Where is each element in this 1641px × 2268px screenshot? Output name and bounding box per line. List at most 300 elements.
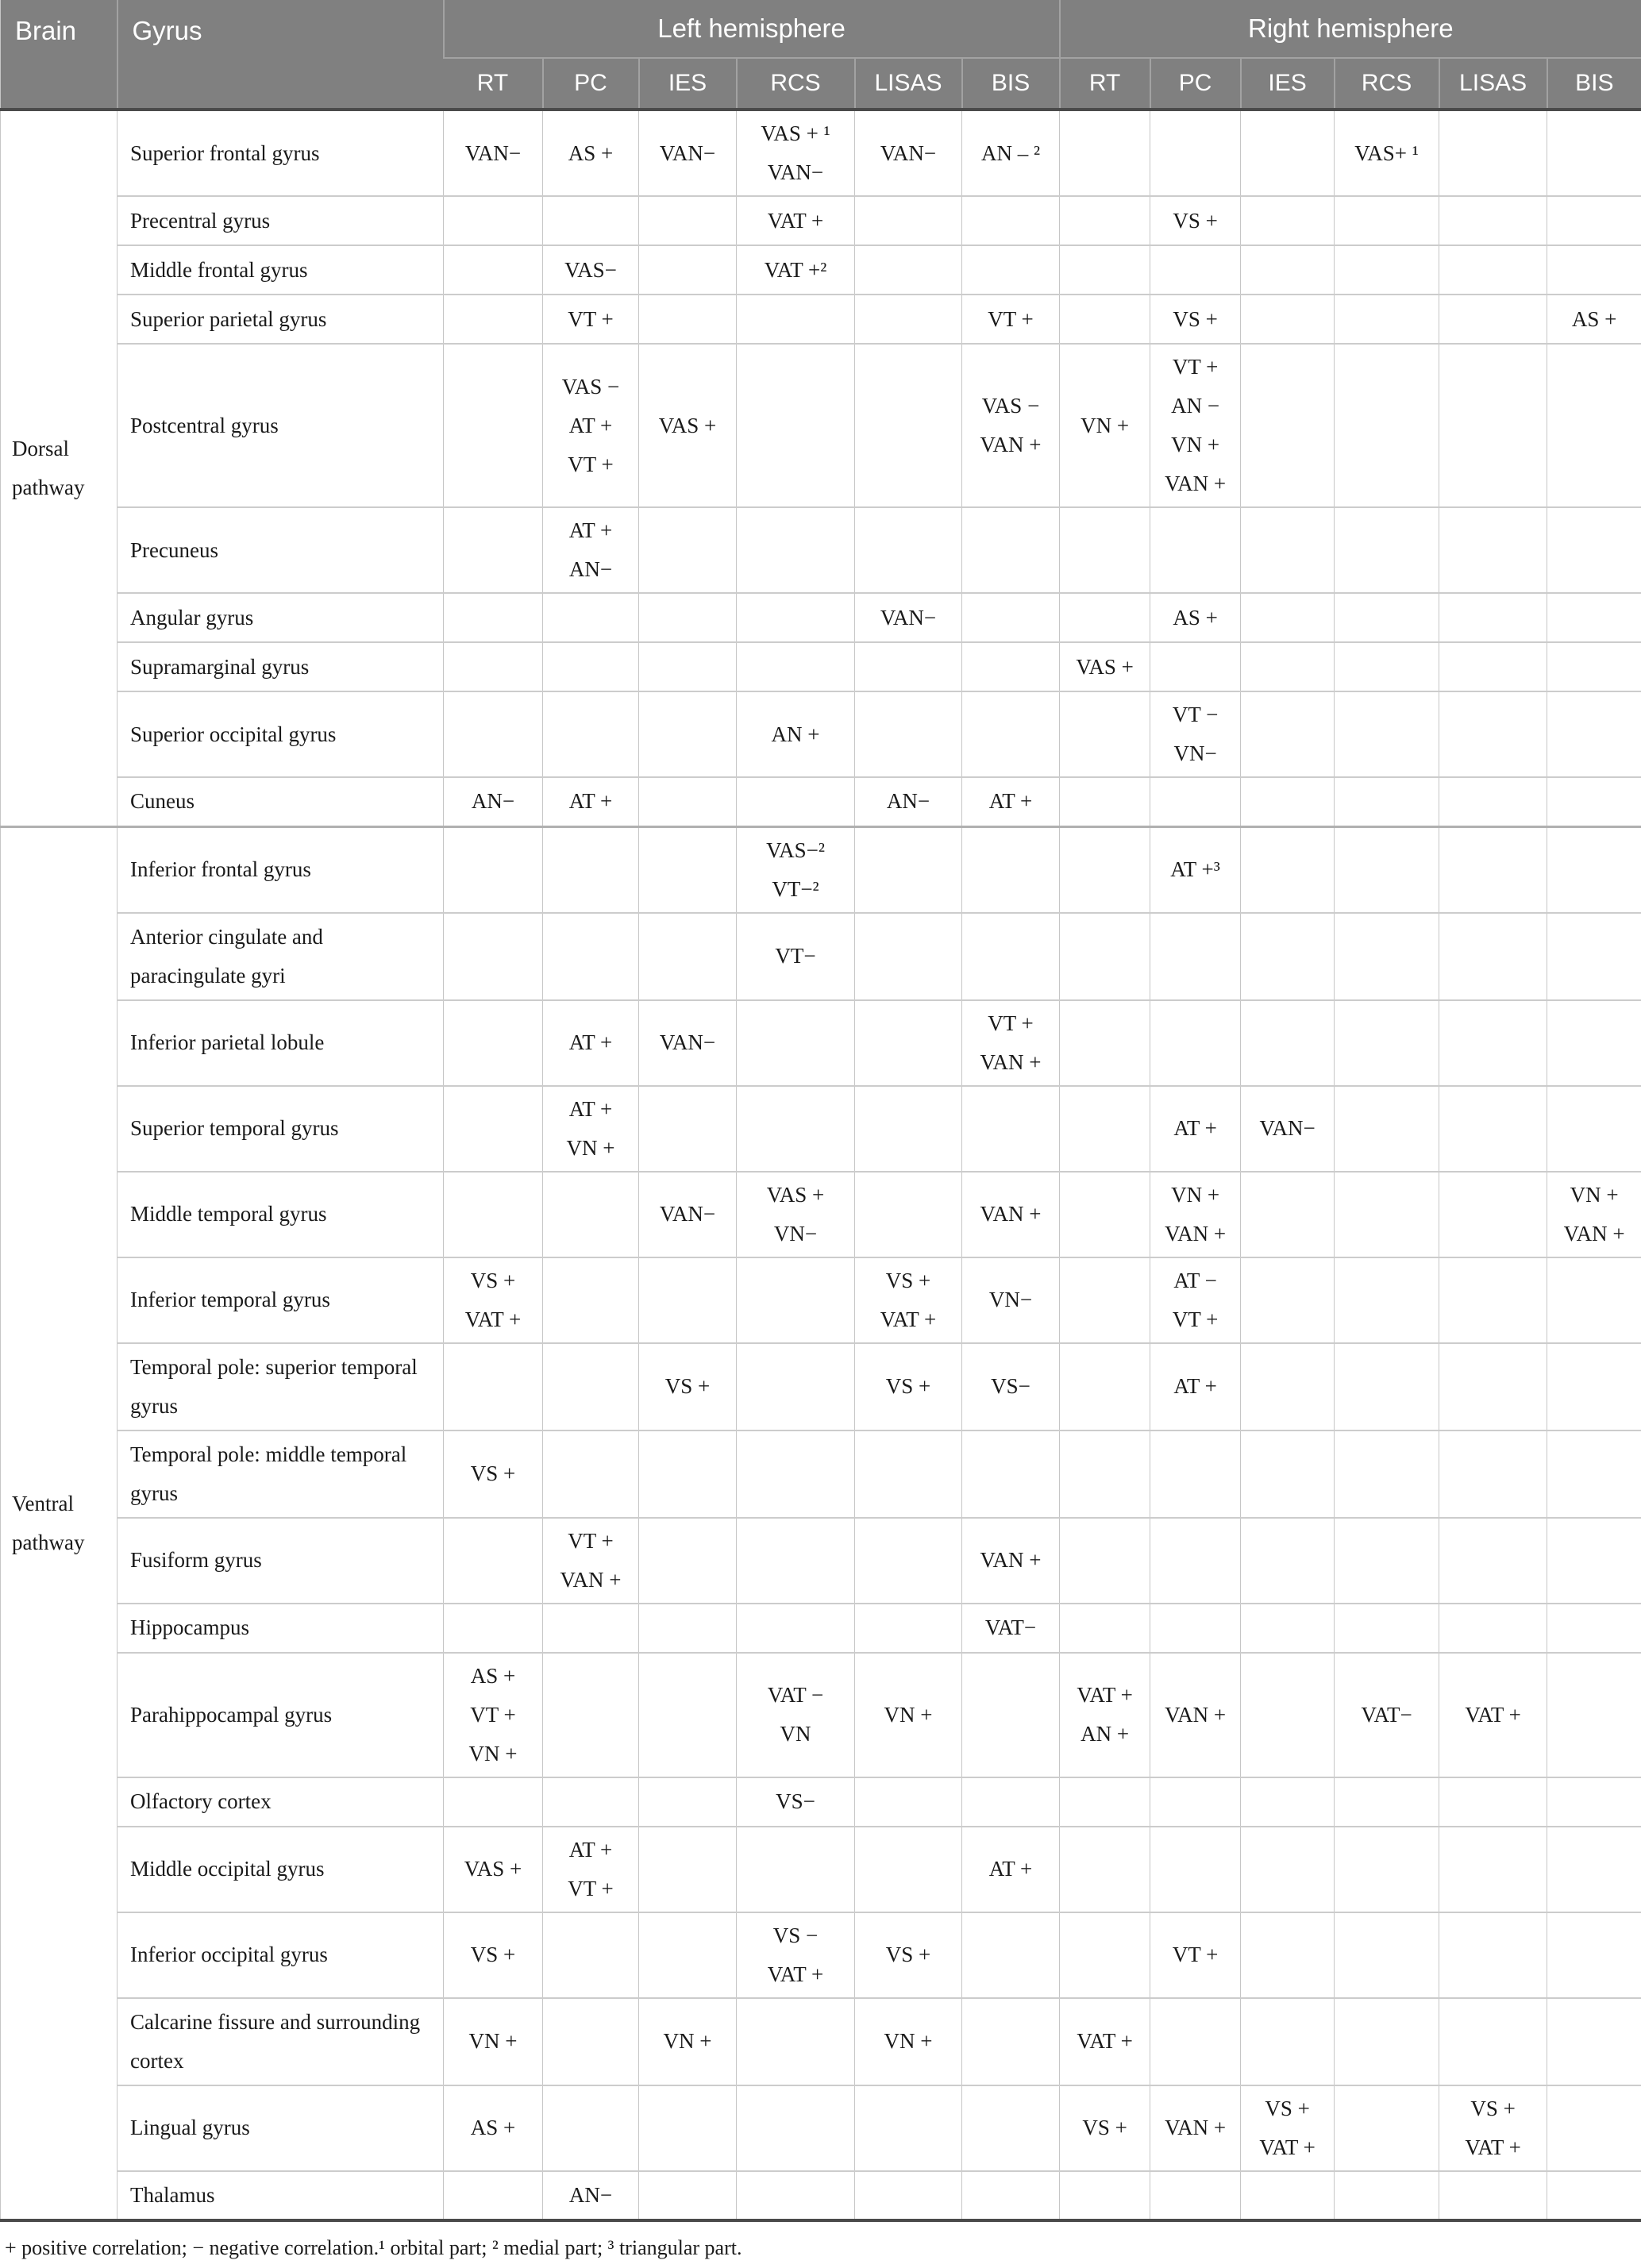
value-cell — [1060, 1172, 1150, 1257]
value-cell — [1150, 1998, 1241, 2085]
value-cell — [1335, 826, 1439, 913]
brain-column-header: Brain — [1, 0, 117, 110]
value-cell — [543, 1518, 639, 1604]
value-line: VAN + — [964, 1043, 1057, 1082]
value-cell — [1060, 691, 1150, 777]
value-cell — [737, 642, 855, 691]
gyrus-label: Cuneus — [117, 777, 444, 826]
value-cell — [639, 1827, 737, 1912]
value-cell — [444, 507, 543, 593]
measure-column-header: IES — [1241, 58, 1335, 110]
value-cell — [543, 196, 639, 245]
value-cell — [1335, 642, 1439, 691]
header-row-groups — [1, 0, 1641, 58]
value-cell — [1150, 777, 1241, 826]
value-line: AT + — [545, 782, 637, 821]
measure-column-header: BIS — [1547, 58, 1641, 110]
value-cell — [962, 913, 1060, 1000]
value-cell — [855, 110, 962, 196]
value-cell — [1547, 1827, 1641, 1912]
value-line: VAN− — [641, 1023, 734, 1062]
value-cell — [737, 1000, 855, 1086]
value-cell — [737, 1086, 855, 1172]
value-cell — [1060, 196, 1150, 245]
value-cell — [444, 1430, 543, 1518]
value-cell — [444, 196, 543, 245]
value-cell — [855, 295, 962, 344]
value-cell — [639, 196, 737, 245]
value-cell — [855, 2171, 962, 2220]
value-cell — [543, 1604, 639, 1653]
value-line: VAT + — [1441, 1696, 1545, 1735]
value-cell — [1547, 642, 1641, 691]
value-cell — [543, 2085, 639, 2171]
value-line: AN− — [445, 782, 541, 821]
value-line: VN + — [1152, 425, 1238, 464]
value-cell — [1060, 295, 1150, 344]
gyrus-label: Thalamus — [117, 2171, 444, 2220]
value-cell — [1150, 642, 1241, 691]
value-cell — [1060, 245, 1150, 295]
value-cell — [1547, 1343, 1641, 1430]
table-row — [1, 507, 1641, 593]
value-cell — [1060, 1086, 1150, 1172]
value-cell — [543, 2171, 639, 2220]
value-cell — [1335, 110, 1439, 196]
gyrus-label: Precuneus — [117, 507, 444, 593]
value-cell — [1547, 1257, 1641, 1343]
value-cell — [962, 196, 1060, 245]
table-row — [1, 1257, 1641, 1343]
value-cell — [737, 110, 855, 196]
value-cell — [639, 344, 737, 507]
table-row — [1, 1086, 1641, 1172]
value-cell — [639, 1777, 737, 1827]
hemisphere-group-header-left: Left hemisphere — [444, 0, 1060, 58]
value-cell — [639, 777, 737, 826]
value-line: VAN− — [641, 134, 734, 173]
value-cell — [1439, 196, 1547, 245]
value-cell — [444, 344, 543, 507]
value-cell — [737, 1653, 855, 1777]
measure-column-header: PC — [543, 58, 639, 110]
measure-column-header: BIS — [962, 58, 1060, 110]
gyrus-label: Inferior parietal lobule — [117, 1000, 444, 1086]
value-cell — [1150, 1653, 1241, 1777]
value-cell — [1150, 110, 1241, 196]
value-cell — [1439, 593, 1547, 642]
value-line: VAS − — [545, 368, 637, 406]
value-cell — [444, 110, 543, 196]
value-cell — [444, 1777, 543, 1827]
value-cell — [962, 1257, 1060, 1343]
value-cell — [855, 507, 962, 593]
value-line: VN + — [1152, 1176, 1238, 1215]
measure-column-header: PC — [1150, 58, 1241, 110]
gyrus-label: Middle temporal gyrus — [117, 1172, 444, 1257]
value-cell — [1335, 2085, 1439, 2171]
value-line: VAN + — [1549, 1215, 1639, 1253]
value-line: VAT− — [1336, 1696, 1437, 1735]
gyrus-label: Angular gyrus — [117, 593, 444, 642]
value-cell — [1547, 245, 1641, 295]
value-cell — [1547, 1430, 1641, 1518]
value-cell — [1060, 1430, 1150, 1518]
value-line: VAT + — [1061, 2022, 1148, 2061]
value-line: AN − — [1152, 387, 1238, 425]
value-line: VAT − — [738, 1676, 853, 1715]
value-line: VT + — [445, 1696, 541, 1735]
value-cell — [1241, 826, 1335, 913]
value-cell — [1439, 1086, 1547, 1172]
table-row — [1, 691, 1641, 777]
value-cell — [1547, 1653, 1641, 1777]
value-cell — [543, 1086, 639, 1172]
value-line: VS + — [1061, 2108, 1148, 2147]
value-cell — [639, 245, 737, 295]
table-row — [1, 593, 1641, 642]
value-cell — [855, 1430, 962, 1518]
value-line: VN + — [641, 2022, 734, 2061]
value-cell — [855, 2085, 962, 2171]
value-line: VAS + — [1061, 648, 1148, 687]
value-cell — [1547, 777, 1641, 826]
value-line: VN + — [545, 1129, 637, 1168]
value-cell — [1150, 507, 1241, 593]
value-cell — [855, 593, 962, 642]
value-cell — [639, 1518, 737, 1604]
value-cell — [962, 1604, 1060, 1653]
value-cell — [639, 507, 737, 593]
value-cell — [1547, 507, 1641, 593]
value-cell — [444, 1343, 543, 1430]
value-cell — [1547, 913, 1641, 1000]
value-cell — [1150, 1518, 1241, 1604]
value-cell — [737, 1912, 855, 1998]
value-cell — [1150, 1912, 1241, 1998]
value-cell — [1547, 1604, 1641, 1653]
value-cell — [1547, 1086, 1641, 1172]
table-row — [1, 1827, 1641, 1912]
value-cell — [543, 1653, 639, 1777]
value-cell — [962, 344, 1060, 507]
value-cell — [1547, 826, 1641, 913]
value-cell — [1547, 2085, 1641, 2171]
value-cell — [543, 1000, 639, 1086]
value-cell — [1241, 295, 1335, 344]
value-cell — [1439, 507, 1547, 593]
value-cell — [737, 1430, 855, 1518]
value-line: VAS+ ¹ — [1336, 134, 1437, 173]
value-cell — [962, 295, 1060, 344]
value-cell — [1335, 593, 1439, 642]
value-line: VS + — [1152, 300, 1238, 339]
table-row — [1, 1172, 1641, 1257]
value-cell — [1335, 295, 1439, 344]
value-cell — [737, 245, 855, 295]
value-line: VAS + — [738, 1176, 853, 1215]
value-cell — [737, 1172, 855, 1257]
hemisphere-group-header-right: Right hemisphere — [1060, 0, 1641, 58]
value-cell — [543, 1343, 639, 1430]
value-cell — [855, 777, 962, 826]
value-cell — [1335, 777, 1439, 826]
value-cell — [1060, 777, 1150, 826]
value-cell — [1241, 1518, 1335, 1604]
gyrus-label: Fusiform gyrus — [117, 1518, 444, 1604]
value-cell — [1060, 1343, 1150, 1430]
value-cell — [1335, 1653, 1439, 1777]
value-cell — [1547, 110, 1641, 196]
value-cell — [1150, 2171, 1241, 2220]
value-cell — [444, 1653, 543, 1777]
value-cell — [1439, 691, 1547, 777]
value-cell — [1335, 1000, 1439, 1086]
value-cell — [1241, 642, 1335, 691]
value-line: AN− — [545, 2176, 637, 2215]
value-cell — [1241, 1430, 1335, 1518]
value-cell — [444, 913, 543, 1000]
value-cell — [1150, 691, 1241, 777]
value-cell — [639, 1912, 737, 1998]
value-cell — [639, 1998, 737, 2085]
value-cell — [1150, 2085, 1241, 2171]
value-line: AS + — [445, 1657, 541, 1696]
value-line: AT + — [964, 782, 1057, 821]
value-cell — [855, 245, 962, 295]
value-cell — [444, 1604, 543, 1653]
value-line: AT + — [545, 511, 637, 550]
value-cell — [1060, 593, 1150, 642]
measure-column-header: RCS — [1335, 58, 1439, 110]
value-cell — [444, 777, 543, 826]
table-row — [1, 1777, 1641, 1827]
value-cell — [1150, 913, 1241, 1000]
value-line: VAT + — [857, 1300, 960, 1339]
value-line: AT + — [545, 1831, 637, 1869]
value-cell — [543, 642, 639, 691]
value-cell — [1241, 110, 1335, 196]
value-cell — [737, 691, 855, 777]
value-cell — [444, 593, 543, 642]
value-cell — [444, 642, 543, 691]
value-line: VAN + — [1152, 464, 1238, 503]
value-cell — [1335, 196, 1439, 245]
value-cell — [639, 1604, 737, 1653]
value-line: AN – ² — [964, 134, 1057, 173]
value-cell — [543, 344, 639, 507]
value-cell — [543, 1827, 639, 1912]
value-line: VN + — [857, 2022, 960, 2061]
value-line: VAN− — [857, 134, 960, 173]
table-row — [1, 196, 1641, 245]
value-cell — [962, 1912, 1060, 1998]
value-cell — [1060, 1912, 1150, 1998]
value-cell — [855, 913, 962, 1000]
value-line: VAN− — [445, 134, 541, 173]
table-row — [1, 1430, 1641, 1518]
value-cell — [1241, 777, 1335, 826]
value-cell — [1335, 344, 1439, 507]
value-cell — [444, 691, 543, 777]
value-cell — [543, 826, 639, 913]
value-cell — [962, 691, 1060, 777]
value-cell — [444, 1000, 543, 1086]
value-cell — [639, 1000, 737, 1086]
table-row — [1, 1604, 1641, 1653]
value-cell — [1150, 295, 1241, 344]
value-cell — [737, 1777, 855, 1827]
table-row — [1, 913, 1641, 1000]
gyrus-label: Temporal pole: superior temporal gyrus — [117, 1343, 444, 1430]
gyrus-label: Inferior frontal gyrus — [117, 826, 444, 913]
value-cell — [855, 1000, 962, 1086]
value-cell — [962, 593, 1060, 642]
value-cell — [1439, 295, 1547, 344]
value-cell — [1547, 1912, 1641, 1998]
value-cell — [1241, 691, 1335, 777]
value-cell — [737, 1604, 855, 1653]
table-row — [1, 245, 1641, 295]
value-cell — [543, 1172, 639, 1257]
value-line: VN + — [445, 2022, 541, 2061]
value-cell — [1150, 1343, 1241, 1430]
value-line: VT− — [738, 937, 853, 976]
value-cell — [1335, 1604, 1439, 1653]
value-cell — [1547, 344, 1641, 507]
value-cell — [1241, 1000, 1335, 1086]
value-cell — [962, 1827, 1060, 1912]
value-line: AT + — [1152, 1109, 1238, 1148]
value-line: VT−² — [738, 870, 853, 909]
value-line: VAS + — [641, 406, 734, 445]
value-cell — [639, 1430, 737, 1518]
value-line: AT − — [1152, 1261, 1238, 1300]
value-cell — [444, 1912, 543, 1998]
value-cell — [543, 777, 639, 826]
value-cell — [444, 1827, 543, 1912]
value-cell — [1547, 1777, 1641, 1827]
value-cell — [1150, 593, 1241, 642]
value-cell — [543, 1912, 639, 1998]
value-line: AS + — [445, 2108, 541, 2147]
value-cell — [1335, 691, 1439, 777]
value-cell — [1241, 1912, 1335, 1998]
value-cell — [639, 2171, 737, 2220]
value-cell — [1439, 826, 1547, 913]
value-cell — [1439, 110, 1547, 196]
value-cell — [1241, 1998, 1335, 2085]
value-cell — [737, 2171, 855, 2220]
gyrus-label: Inferior temporal gyrus — [117, 1257, 444, 1343]
value-cell — [1060, 826, 1150, 913]
value-line: VS + — [641, 1367, 734, 1406]
gyrus-label: Calcarine fissure and surrounding cortex — [117, 1998, 444, 2085]
table-row — [1, 642, 1641, 691]
gyrus-label: Supramarginal gyrus — [117, 642, 444, 691]
value-cell — [1060, 344, 1150, 507]
value-cell — [855, 1998, 962, 2085]
value-cell — [1241, 913, 1335, 1000]
value-line: AS + — [545, 134, 637, 173]
value-cell — [1439, 2085, 1547, 2171]
value-cell — [1241, 1257, 1335, 1343]
table-row — [1, 295, 1641, 344]
gyrus-label: Temporal pole: middle temporal gyrus — [117, 1430, 444, 1518]
value-cell — [1547, 1000, 1641, 1086]
value-cell — [1060, 1827, 1150, 1912]
value-cell — [962, 1998, 1060, 2085]
value-cell — [543, 1430, 639, 1518]
value-cell — [1439, 1998, 1547, 2085]
value-line: VAN + — [1152, 1696, 1238, 1735]
value-cell — [639, 1172, 737, 1257]
value-line: VS− — [738, 1782, 853, 1821]
value-line: AN + — [738, 715, 853, 754]
value-cell — [1439, 1000, 1547, 1086]
value-cell — [1060, 1998, 1150, 2085]
value-cell — [737, 1827, 855, 1912]
value-cell — [1060, 1257, 1150, 1343]
value-line: AS + — [1152, 599, 1238, 637]
value-cell — [1060, 2171, 1150, 2220]
gyrus-label: Superior occipital gyrus — [117, 691, 444, 777]
value-cell — [639, 642, 737, 691]
value-cell — [1241, 1827, 1335, 1912]
table-row — [1, 1653, 1641, 1777]
section-label: Dorsal pathway — [1, 110, 117, 826]
value-cell — [1241, 196, 1335, 245]
gyrus-label: Lingual gyrus — [117, 2085, 444, 2171]
value-cell — [1547, 196, 1641, 245]
value-cell — [444, 1172, 543, 1257]
value-line: VT + — [964, 1004, 1057, 1043]
value-cell — [855, 344, 962, 507]
value-cell — [1241, 1777, 1335, 1827]
value-cell — [1150, 1827, 1241, 1912]
value-cell — [737, 1257, 855, 1343]
value-line: VS + — [1152, 202, 1238, 241]
value-line: AT + — [1152, 1367, 1238, 1406]
value-line: VS + — [445, 1454, 541, 1493]
value-line: AT + — [545, 406, 637, 445]
value-cell — [737, 344, 855, 507]
value-line: VAN + — [1152, 1215, 1238, 1253]
value-cell — [1241, 507, 1335, 593]
measure-column-header: IES — [639, 58, 737, 110]
value-line: VS + — [1242, 2089, 1332, 2128]
value-cell — [1060, 1518, 1150, 1604]
measure-column-header: LISAS — [855, 58, 962, 110]
value-cell — [1547, 1518, 1641, 1604]
gyrus-label: Precentral gyrus — [117, 196, 444, 245]
value-cell — [1241, 593, 1335, 642]
value-cell — [1439, 913, 1547, 1000]
value-cell — [1150, 1257, 1241, 1343]
value-cell — [1439, 2171, 1547, 2220]
gyrus-label: Anterior cingulate and paracingulate gyri — [117, 913, 444, 1000]
value-line: VAS− — [545, 251, 637, 290]
value-cell — [1335, 1257, 1439, 1343]
value-cell — [962, 245, 1060, 295]
value-line: VAT + — [1061, 1676, 1148, 1715]
gyrus-column-header: Gyrus — [117, 0, 444, 110]
value-cell — [1439, 1827, 1547, 1912]
table-row — [1, 110, 1641, 196]
value-cell — [962, 1430, 1060, 1518]
value-line: VAN + — [964, 425, 1057, 464]
value-cell — [1241, 1343, 1335, 1430]
